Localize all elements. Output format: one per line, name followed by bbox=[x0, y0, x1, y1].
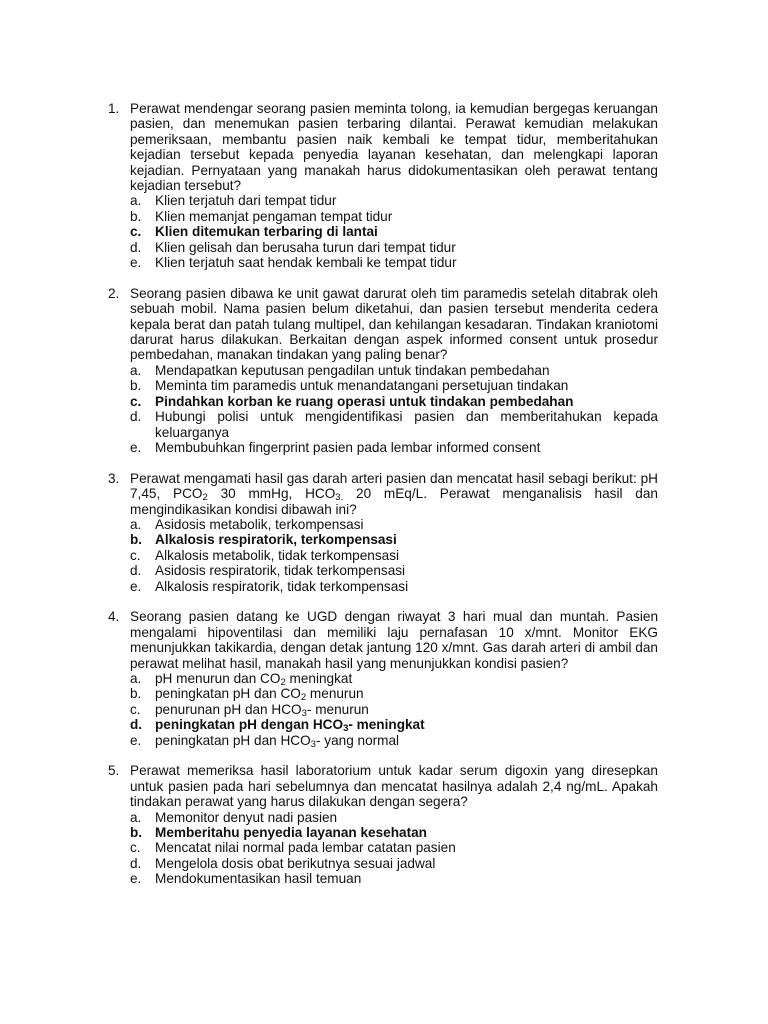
option-list bbox=[130, 517, 658, 594]
answer-option bbox=[130, 840, 658, 855]
option-text: Mendokumentasikan hasil temuan bbox=[155, 871, 362, 887]
answer-option bbox=[130, 409, 658, 440]
question-text: Seorang pasien datang ke UGD dengan riwayat 3 hari mual dan muntah. Pasien mengalami hipoventilasi dan memiliki laju pernafasan 10 x/mnt. Monitor EKG menunjukkan takikardia, dengan detak jantung 120 x/mnt. Gas darah arteri di ambil dan perawat melihat hasil, manakah hasil yang menunjukkan kondisi pasien? bbox=[130, 609, 658, 671]
answer-option-correct bbox=[130, 394, 658, 409]
option-text: Klien terjatuh dari tempat tidur bbox=[155, 193, 337, 209]
option-text: Hubungi polisi untuk mengidentifikasi pasien dan memberitahukan kepada keluarganya bbox=[155, 409, 658, 440]
question-text: Perawat mengamati hasil gas darah arteri pasien dan mencatat hasil sebagi berikut: pH 7,45, $PCO_2$ 30 mmHg, $HCO_{3.}$ 20 mEq/L. Perawat menganalisis hasil dan mengindikasikan kondisi dibawah ini? bbox=[130, 470, 658, 517]
answer-option bbox=[130, 440, 658, 455]
document-page bbox=[108, 101, 658, 902]
option-text: peningkatan pH dan $CO_2$ menurun bbox=[155, 686, 364, 704]
answer-option-correct bbox=[130, 825, 658, 840]
answer-option bbox=[130, 871, 658, 886]
option-letter: d. bbox=[130, 717, 143, 733]
option-letter: b. bbox=[130, 378, 142, 394]
question-number: 4. bbox=[108, 609, 120, 625]
answer-option bbox=[130, 193, 658, 208]
option-letter: c. bbox=[130, 393, 142, 409]
answer-option bbox=[130, 548, 658, 563]
question-number: 3. bbox=[108, 470, 120, 486]
option-letter: a. bbox=[130, 809, 142, 825]
option-text: Klien memanjat pengaman tempat tidur bbox=[155, 208, 393, 224]
option-text: Alkalosis respiratorik, terkompensasi bbox=[155, 532, 397, 548]
question-5 bbox=[108, 763, 658, 886]
option-letter: d. bbox=[130, 409, 142, 425]
option-text: Pindahkan korban ke ruang operasi untuk tindakan pembedahan bbox=[155, 393, 574, 409]
option-letter: b. bbox=[130, 825, 143, 841]
question-4 bbox=[108, 609, 658, 748]
question-number: 2. bbox=[108, 285, 120, 301]
option-text: Alkalosis metabolik, tidak terkompensasi bbox=[155, 547, 400, 563]
option-letter: e. bbox=[130, 732, 142, 748]
answer-option bbox=[130, 671, 658, 686]
option-text: Memberitahu penyedia layanan kesehatan bbox=[155, 825, 427, 841]
answer-option bbox=[130, 363, 658, 378]
option-letter: d. bbox=[130, 563, 142, 579]
option-letter: d. bbox=[130, 855, 142, 871]
option-text: Memonitor denyut nadi pasien bbox=[155, 809, 338, 825]
option-letter: e. bbox=[130, 871, 142, 887]
question-text: Seorang pasien dibawa ke unit gawat darurat oleh tim paramedis setelah ditabrak oleh sebuah mobil. Nama pasien belum diketahui, dan pasien tersebut menderita cedera kepala berat dan patah tulang multipel, dan kehilangan kesadaran. Tindakan kraniotomi darurat harus dilakukan. Berkaitan dengan aspek informed consent untuk prosedur pembedahan, manakan tindakan yang paling benar? bbox=[130, 285, 658, 363]
answer-option bbox=[130, 810, 658, 825]
answer-option bbox=[130, 733, 658, 748]
option-text: Alkalosis respiratorik, tidak terkompensasi bbox=[155, 578, 409, 594]
option-text: Mengelola dosis obat berikutnya sesuai jadwal bbox=[155, 855, 436, 871]
question-3 bbox=[108, 471, 658, 594]
option-text: Klien gelisah dan berusaha turun dari tempat tidur bbox=[155, 239, 456, 255]
answer-option-correct bbox=[130, 532, 658, 547]
option-text: pH menurun dan $CO_2$ meningkat bbox=[155, 670, 353, 688]
option-text: Asidosis metabolik, terkompensasi bbox=[155, 516, 364, 532]
option-letter: c. bbox=[130, 840, 141, 856]
question-list bbox=[108, 101, 658, 887]
option-letter: b. bbox=[130, 208, 142, 224]
option-text: Membubuhkan fingerprint pasien pada lembar informed consent bbox=[155, 439, 541, 455]
option-letter: c. bbox=[130, 547, 141, 563]
option-letter: c. bbox=[130, 701, 141, 717]
option-letter: e. bbox=[130, 578, 142, 594]
question-text: Perawat memeriksa hasil laboratorium untuk kadar serum digoxin yang diresepkan untuk pasien pada hari sebelumnya dan mencatat hasilnya adalah 2,4 ng/mL. Apakah tindakan perawat yang harus dilakukan dengan segera? bbox=[130, 763, 658, 810]
answer-option-correct bbox=[130, 717, 658, 735]
answer-option-correct bbox=[130, 224, 658, 239]
option-letter: b. bbox=[130, 686, 142, 702]
answer-option bbox=[130, 255, 658, 270]
option-list bbox=[130, 193, 658, 270]
answer-option bbox=[130, 517, 658, 532]
option-text: Meminta tim paramedis untuk menandatangani persetujuan tindakan bbox=[155, 378, 569, 394]
option-letter: a. bbox=[130, 516, 142, 532]
option-text: Klien terjatuh saat hendak kembali ke tempat tidur bbox=[155, 255, 457, 271]
option-letter: e. bbox=[130, 255, 142, 271]
option-letter: a. bbox=[130, 193, 142, 209]
option-letter: a. bbox=[130, 362, 142, 378]
option-text: penurunan pH dan $HCO_3-$ menurun bbox=[155, 701, 369, 719]
answer-option bbox=[130, 563, 658, 578]
option-text: Mendapatkan keputusan pengadilan untuk tindakan pembedahan bbox=[155, 362, 550, 378]
option-letter: e. bbox=[130, 439, 142, 455]
answer-option bbox=[130, 209, 658, 224]
question-number: 5. bbox=[108, 763, 120, 779]
option-text: peningkatan pH dengan $HCO_3-$ meningkat bbox=[155, 717, 425, 735]
answer-option bbox=[130, 378, 658, 393]
option-text: Klien ditemukan terbaring di lantai bbox=[155, 224, 378, 240]
option-letter: d. bbox=[130, 239, 142, 255]
option-text: Asidosis respiratorik, tidak terkompensasi bbox=[155, 563, 406, 579]
answer-option bbox=[130, 702, 658, 717]
option-letter: b. bbox=[130, 532, 143, 548]
answer-option bbox=[130, 686, 658, 704]
option-list bbox=[130, 671, 658, 748]
option-list bbox=[130, 810, 658, 887]
answer-option bbox=[130, 856, 658, 871]
option-letter: c. bbox=[130, 224, 142, 240]
question-2 bbox=[108, 286, 658, 455]
answer-option bbox=[130, 579, 658, 594]
question-text: Perawat mendengar seorang pasien meminta tolong, ia kemudian bergegas keruangan pasien, dan menemukan pasien terbaring dilantai. Perawat kemudian melakukan pemeriksaan, membantu pasien naik kembali ke tempat tidur, memberitahukan kejadian tersebut kepada penyedia layanan kesehatan, dan melengkapi laporan kejadian. Pernyataan yang manakah harus didokumentasikan oleh perawat tentang kejadian tersebut? bbox=[130, 101, 658, 194]
question-number: 1. bbox=[108, 101, 120, 116]
option-letter: a. bbox=[130, 670, 142, 686]
option-list bbox=[130, 363, 658, 455]
question-1 bbox=[108, 101, 658, 270]
option-text: peningkatan pH dan $HCO_3-$ yang normal bbox=[155, 732, 400, 750]
answer-option bbox=[130, 240, 658, 255]
option-text: Mencatat nilai normal pada lembar catatan pasien bbox=[155, 840, 456, 856]
